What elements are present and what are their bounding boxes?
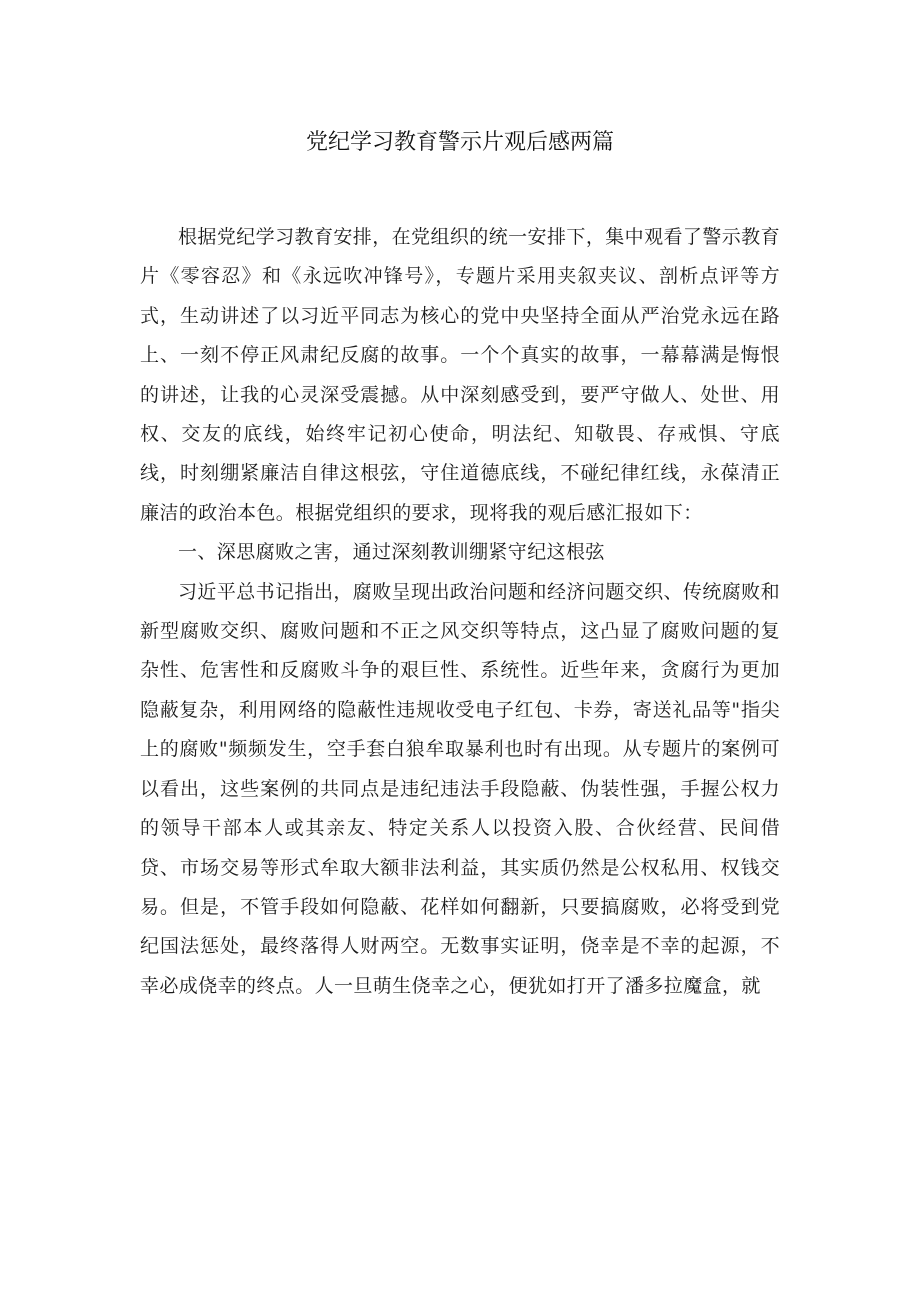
document-body <box>140 218 780 1006</box>
paragraph-intro: 根据党纪学习教育安排，在党组织的统一安排下，集中观看了警示教育片《零容忍》和《永远吹冲锋号》，专题片采用夹叙夹议、剖析点评等方式，生动讲述了以习近平同志为核心的党中央坚持全面从严治党永远在路上、一刻不停正风肃纪反腐的故事。一个个真实的故事，一幕幕满是悔恨的讲述，让我的心灵深受震撼。从中深刻感受到，要严守做人、处世、用权、交友的底线，始终牢记初心使命，明法纪、知敬畏、存戒惧、守底线，时刻绷紧廉洁自律这根弦，守住道德底线，不碰纪律红线，永葆清正廉洁的政治本色。根据党组织的要求，现将我的观后感汇报如下： <box>140 226 780 524</box>
paragraph-section-1: 习近平总书记指出，腐败呈现出政治问题和经济问题交织、传统腐败和新型腐败交织、腐败问题和不正之风交织等特点，这凸显了腐败问题的复杂性、危害性和反腐败斗争的艰巨性、系统性。近些年来，贪腐行为更加隐蔽复杂，利用网络的隐蔽性违规收受电子红包、卡券，寄送礼品等"指尖上的腐败"频频发生，空手套白狼牟取暴利也时有出现。从专题片的案例可以看出，这些案例的共同点是违纪违法手段隐蔽、伪装性强，手握公权力的领导干部本人或其亲友、特定关系人以投资入股、合伙经营、民间借贷、市场交易等形式牟取大额非法利益，其实质仍然是公权私用、权钱交易。但是，不管手段如何隐蔽、花样如何翻新，只要搞腐败，必将受到党纪国法惩处，最终落得人财两空。无数事实证明，侥幸是不幸的起源，不幸必成侥幸的终点。人一旦萌生侥幸之心，便犹如打开了潘多拉魔盒，就 <box>140 580 780 997</box>
section-heading-1: 一、深思腐败之害，通过深刻教训绷紧守纪这根弦 <box>178 541 605 564</box>
document-title: 党纪学习教育警示片观后感两篇 <box>305 130 614 155</box>
